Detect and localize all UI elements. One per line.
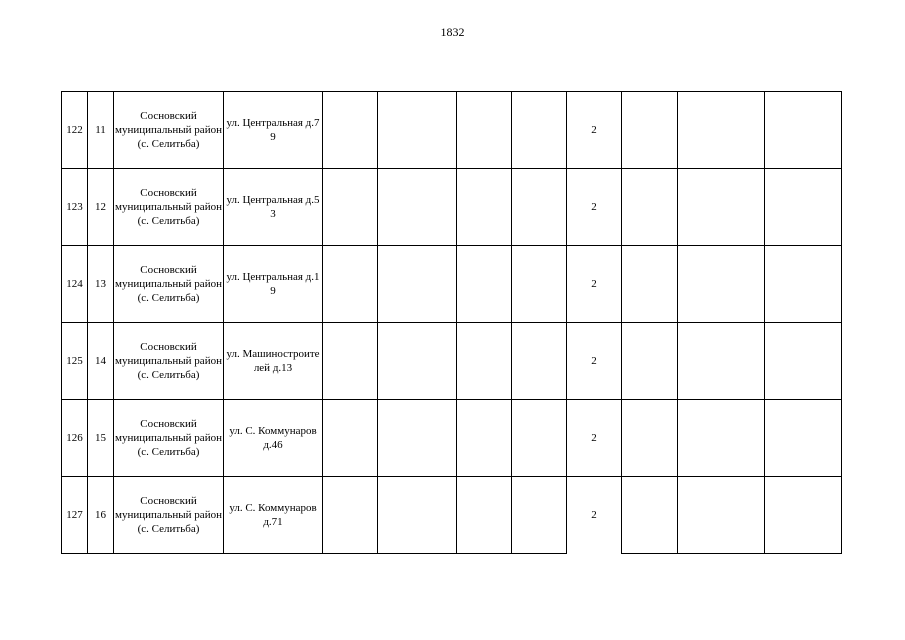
empty-cell bbox=[512, 246, 567, 323]
empty-cell bbox=[323, 323, 378, 400]
address-cell: ул. Машиностроителей д.13 bbox=[224, 323, 323, 400]
row-number: 126 bbox=[62, 400, 88, 477]
count-cell: 2 bbox=[567, 169, 622, 246]
row-sub-number: 15 bbox=[88, 400, 114, 477]
empty-cell bbox=[323, 477, 378, 554]
district-cell: Сосновский муниципальный район (с. Селитьба) bbox=[114, 323, 224, 400]
empty-cell bbox=[765, 92, 842, 169]
empty-cell bbox=[678, 323, 765, 400]
empty-cell bbox=[457, 92, 512, 169]
count-cell: 2 bbox=[567, 92, 622, 169]
empty-cell bbox=[678, 92, 765, 169]
empty-cell bbox=[622, 246, 678, 323]
address-cell: ул. С. Коммунаров д.71 bbox=[224, 477, 323, 554]
district-cell: Сосновский муниципальный район (с. Селитьба) bbox=[114, 169, 224, 246]
table-row bbox=[62, 323, 842, 400]
district-cell: Сосновский муниципальный район (с. Селитьба) bbox=[114, 477, 224, 554]
empty-cell bbox=[378, 246, 457, 323]
row-sub-number: 11 bbox=[88, 92, 114, 169]
row-number: 123 bbox=[62, 169, 88, 246]
empty-cell bbox=[323, 92, 378, 169]
empty-cell bbox=[622, 92, 678, 169]
row-number: 122 bbox=[62, 92, 88, 169]
empty-cell bbox=[457, 169, 512, 246]
empty-cell bbox=[765, 477, 842, 554]
address-cell: ул. Центральная д.79 bbox=[224, 92, 323, 169]
empty-cell bbox=[378, 92, 457, 169]
address-cell: ул. Центральная д.19 bbox=[224, 246, 323, 323]
row-sub-number: 16 bbox=[88, 477, 114, 554]
empty-cell bbox=[457, 477, 512, 554]
registry-table bbox=[61, 91, 842, 554]
empty-cell bbox=[765, 246, 842, 323]
empty-cell bbox=[765, 323, 842, 400]
empty-cell bbox=[678, 400, 765, 477]
count-cell: 2 bbox=[567, 246, 622, 323]
table-row bbox=[62, 169, 842, 246]
empty-cell bbox=[457, 400, 512, 477]
row-number: 124 bbox=[62, 246, 88, 323]
table-row bbox=[62, 246, 842, 323]
empty-cell bbox=[622, 477, 678, 554]
address-cell: ул. С. Коммунаров д.46 bbox=[224, 400, 323, 477]
empty-cell bbox=[512, 477, 567, 554]
district-cell: Сосновский муниципальный район (с. Селитьба) bbox=[114, 92, 224, 169]
empty-cell bbox=[512, 169, 567, 246]
empty-cell bbox=[457, 246, 512, 323]
empty-cell bbox=[378, 477, 457, 554]
empty-cell bbox=[765, 400, 842, 477]
row-sub-number: 13 bbox=[88, 246, 114, 323]
table-row bbox=[62, 400, 842, 477]
empty-cell bbox=[512, 400, 567, 477]
empty-cell bbox=[512, 323, 567, 400]
empty-cell bbox=[323, 400, 378, 477]
empty-cell bbox=[678, 169, 765, 246]
count-cell: 2 bbox=[567, 477, 622, 554]
empty-cell bbox=[323, 246, 378, 323]
address-cell: ул. Центральная д.53 bbox=[224, 169, 323, 246]
table-row bbox=[62, 477, 842, 554]
empty-cell bbox=[323, 169, 378, 246]
empty-cell bbox=[765, 169, 842, 246]
empty-cell bbox=[678, 246, 765, 323]
empty-cell bbox=[622, 323, 678, 400]
count-cell: 2 bbox=[567, 400, 622, 477]
count-cell: 2 bbox=[567, 323, 622, 400]
table-row bbox=[62, 92, 842, 169]
row-sub-number: 12 bbox=[88, 169, 114, 246]
district-cell: Сосновский муниципальный район (с. Селитьба) bbox=[114, 400, 224, 477]
row-sub-number: 14 bbox=[88, 323, 114, 400]
empty-cell bbox=[622, 169, 678, 246]
empty-cell bbox=[378, 169, 457, 246]
empty-cell bbox=[622, 400, 678, 477]
empty-cell bbox=[378, 323, 457, 400]
empty-cell bbox=[678, 477, 765, 554]
empty-cell bbox=[378, 400, 457, 477]
page-number: 1832 bbox=[440, 25, 465, 39]
empty-cell bbox=[512, 92, 567, 169]
row-number: 125 bbox=[62, 323, 88, 400]
empty-cell bbox=[457, 323, 512, 400]
row-number: 127 bbox=[62, 477, 88, 554]
district-cell: Сосновский муниципальный район (с. Селитьба) bbox=[114, 246, 224, 323]
